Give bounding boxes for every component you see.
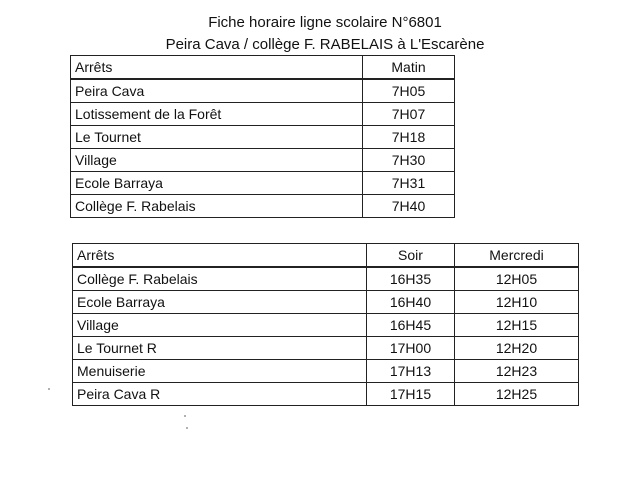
stop-name: Village [71,149,363,172]
table-row [71,172,455,195]
page-subtitle: Peira Cava / collège F. RABELAIS à L'Escarène [165,36,485,53]
morning-schedule-table [70,55,455,218]
morning-time: 7H07 [363,103,455,126]
stop-name: Ecole Barraya [73,291,367,314]
evening-time: 17H00 [367,337,455,360]
table-row [73,337,579,360]
header-morning: Matin [363,56,455,80]
evening-time: 16H35 [367,267,455,291]
morning-time: 7H40 [363,195,455,218]
header-stops: Arrêts [73,244,367,268]
stop-name: Peira Cava R [73,383,367,406]
table-header-row [71,56,455,80]
table-row [71,79,455,103]
table-header-row [73,244,579,268]
evening-time: 16H45 [367,314,455,337]
wednesday-time: 12H15 [455,314,579,337]
wednesday-time: 12H25 [455,383,579,406]
header-wednesday: Mercredi [455,244,579,268]
stop-name: Menuiserie [73,360,367,383]
scan-speck [184,415,186,417]
morning-time: 7H30 [363,149,455,172]
morning-time: 7H31 [363,172,455,195]
stop-name: Le Tournet R [73,337,367,360]
morning-time: 7H18 [363,126,455,149]
stop-name: Lotissement de la Forêt [71,103,363,126]
table-row [71,149,455,172]
table-row [71,126,455,149]
scan-speck [186,427,188,429]
evening-time: 16H40 [367,291,455,314]
wednesday-time: 12H20 [455,337,579,360]
wednesday-time: 12H10 [455,291,579,314]
wednesday-time: 12H05 [455,267,579,291]
scan-speck [48,388,50,390]
table-row [71,195,455,218]
header-evening: Soir [367,244,455,268]
stop-name: Collège F. Rabelais [71,195,363,218]
table-row [73,314,579,337]
table-row [73,360,579,383]
wednesday-time: 12H23 [455,360,579,383]
stop-name: Ecole Barraya [71,172,363,195]
evening-schedule-table [72,243,579,406]
table-row [73,291,579,314]
evening-time: 17H15 [367,383,455,406]
table-row [73,267,579,291]
table-row [73,383,579,406]
stop-name: Le Tournet [71,126,363,149]
table-row [71,103,455,126]
page-title: Fiche horaire ligne scolaire N°6801 [208,14,442,31]
header-stops: Arrêts [71,56,363,80]
stop-name: Village [73,314,367,337]
stop-name: Peira Cava [71,79,363,103]
stop-name: Collège F. Rabelais [73,267,367,291]
evening-time: 17H13 [367,360,455,383]
morning-time: 7H05 [363,79,455,103]
